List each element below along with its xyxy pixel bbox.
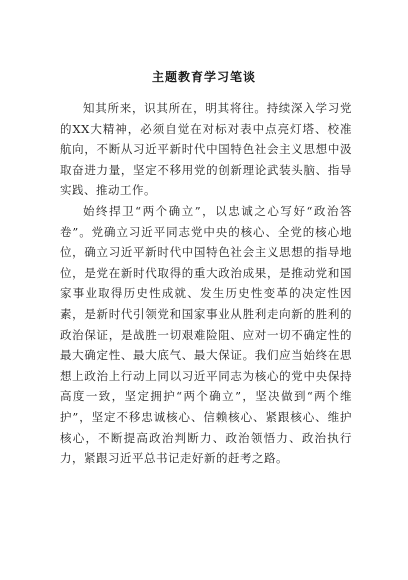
paragraph-2: 始终捍卫“两个确立”，以忠诚之心写好“政治答卷”。党确立习近平同志党中央的核心、全党的核心地位，确立习近平新时代中国特色社会主义思想的指导地位，是党在新时代取得的重大政治成果，是推动党和国家事业取得历史性成就、发生历史性变革的决定性因素，是新时代引领党和国家事业从胜利走向新的胜利的政治保证，是战胜一切艰难险阻、应对一切不确定性的最大确定性、最大底气、最大保证。我们应当始终在思想上政治上行动上同以习近平同志为核心的党中央保持高度一致，坚定拥护“两个确立”，坚决做到“两个维护”，坚定不移忠诚核心、信赖核心、紧跟核心、维护核心，不断提高政治判断力、政治领悟力、政治执行力，紧跟习近平总书记走好新的赶考之路。 (60, 203, 352, 466)
document-body (60, 98, 352, 469)
paragraph-1: 知其所来，识其所在，明其将往。持续深入学习党的XX大精神，必须自觉在对标对表中点亮灯塔、校准航向，不断从习近平新时代中国特色社会主义思想中汲取奋进力量，坚定不移用党的创新理论武装头脑、指导实践、推动工作。 (60, 101, 352, 198)
document-title: 主题教育学习笔谈 (151, 70, 256, 84)
